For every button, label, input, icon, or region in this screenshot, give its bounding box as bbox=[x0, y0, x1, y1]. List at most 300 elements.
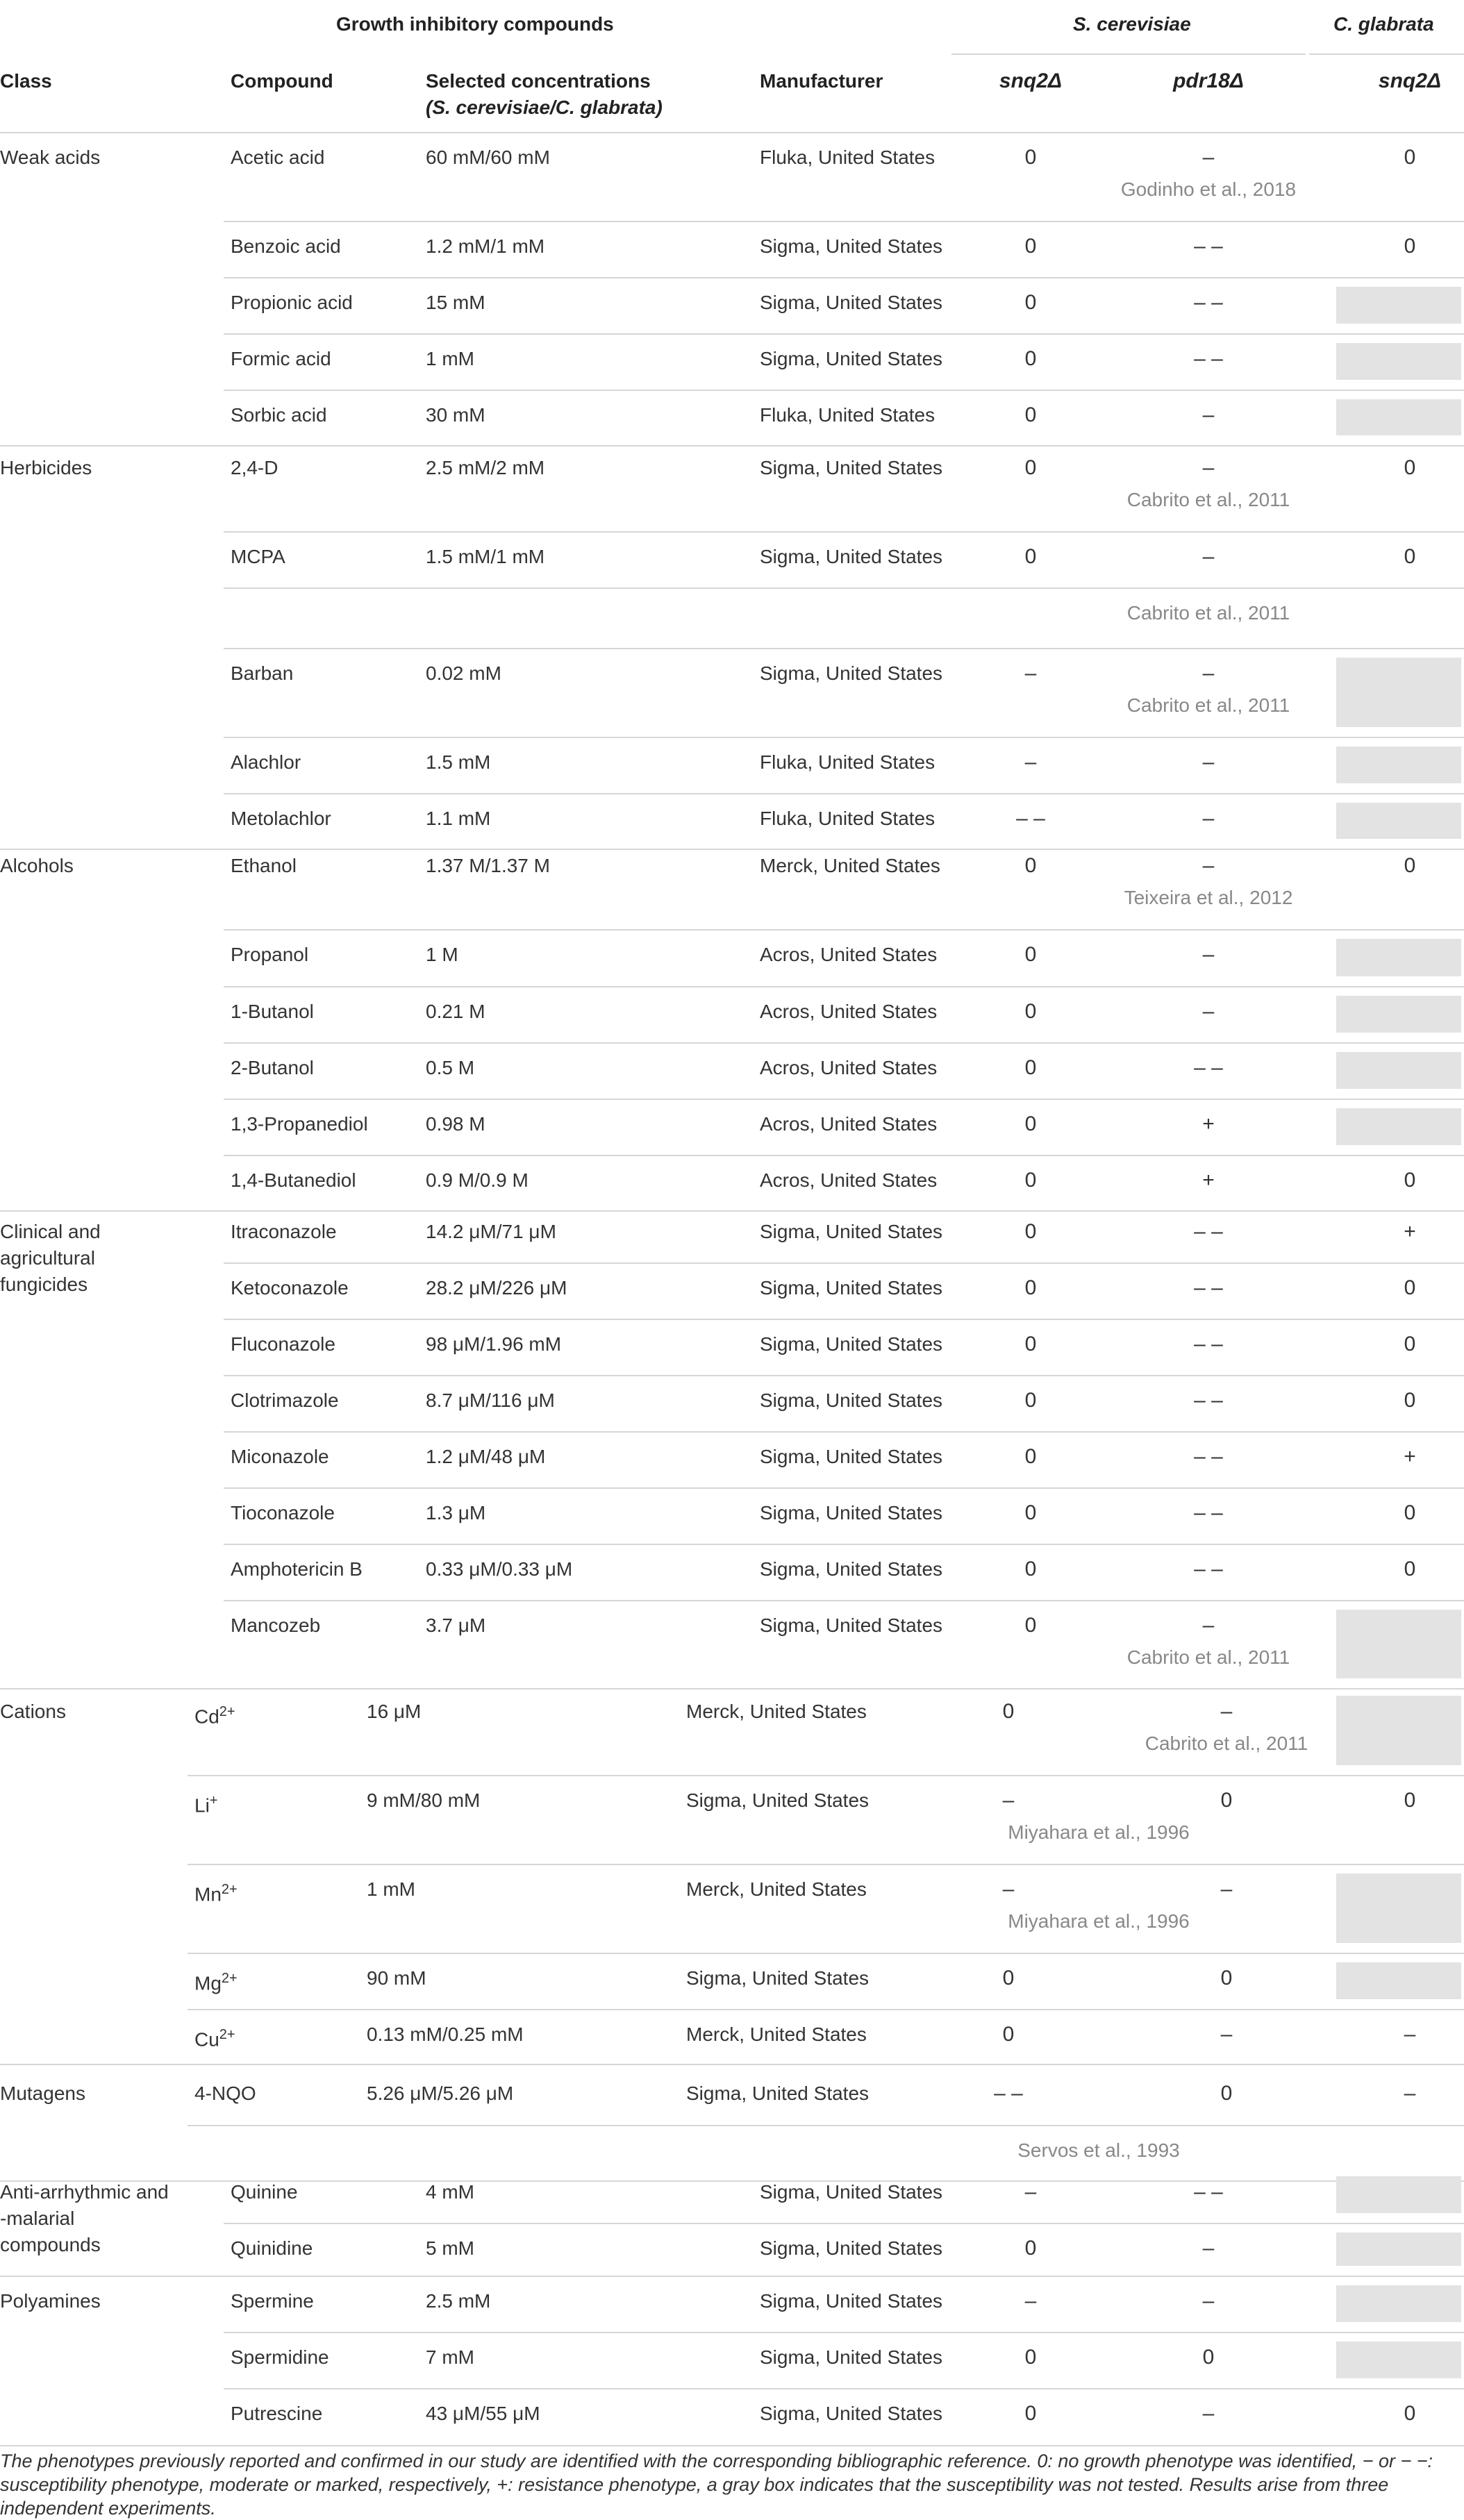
compound-name bbox=[231, 2346, 329, 2369]
concentration: 0.9 M/0.9 M bbox=[426, 1169, 529, 1191]
compound-name bbox=[231, 1000, 314, 1024]
compound-text: Mg bbox=[194, 1972, 222, 1994]
compound-name bbox=[231, 291, 353, 315]
sc-snq2-phenotype: – bbox=[1002, 1878, 1015, 1901]
sc-pdr18-phenotype: – bbox=[1202, 854, 1215, 877]
row-divider bbox=[224, 986, 1464, 987]
concentration: 0.98 M bbox=[426, 1113, 485, 1135]
sc-pdr18-phenotype: – bbox=[1202, 807, 1215, 830]
compound-text: Cu bbox=[194, 2028, 219, 2051]
sc-pdr18-phenotype: – – bbox=[1194, 1558, 1223, 1580]
ion-charge: 2+ bbox=[219, 1704, 235, 1719]
row-divider bbox=[188, 2009, 1464, 2010]
concentration: 1.2 μM/48 μM bbox=[426, 1446, 546, 1467]
compound-name bbox=[231, 235, 341, 258]
sc-pdr18-phenotype: 0 bbox=[1220, 1789, 1233, 1812]
group-divider bbox=[0, 2445, 1464, 2446]
row-divider bbox=[224, 1042, 1464, 1044]
compound-text: Propanol bbox=[231, 944, 309, 965]
concentration: 28.2 μM/226 μM bbox=[426, 1277, 567, 1299]
sc-pdr18-phenotype: – bbox=[1220, 2023, 1233, 2046]
compound-text: Quinidine bbox=[231, 2237, 313, 2259]
manufacturer: Sigma, United States bbox=[760, 1277, 943, 1299]
sc-snq2-phenotype: 0 bbox=[1002, 1967, 1015, 1989]
header-cg-snq2: snq2Δ bbox=[1378, 69, 1442, 92]
concentration: 1 M bbox=[426, 944, 458, 965]
manufacturer: Sigma, United States bbox=[760, 1446, 943, 1467]
manufacturer: Sigma, United States bbox=[760, 546, 943, 567]
sc-snq2-phenotype: 0 bbox=[1024, 347, 1037, 370]
cg-snq2-phenotype: 0 bbox=[1404, 545, 1416, 568]
row-divider bbox=[224, 793, 1464, 794]
sc-snq2-phenotype: 0 bbox=[1024, 1169, 1037, 1192]
compound-text: Putrescine bbox=[231, 2403, 323, 2424]
compound-text: Li bbox=[194, 1794, 210, 1817]
row-divider bbox=[224, 929, 1464, 931]
row-divider bbox=[224, 1431, 1464, 1433]
concentration: 4 mM bbox=[426, 2181, 474, 2203]
row-divider bbox=[224, 277, 1464, 278]
sc-snq2-phenotype: 0 bbox=[1024, 1056, 1037, 1079]
manufacturer: Merck, United States bbox=[686, 1878, 867, 1900]
sc-snq2-phenotype: 0 bbox=[1002, 2023, 1015, 2046]
class-label: Mutagens bbox=[0, 2083, 85, 2104]
sc-snq2-phenotype: 0 bbox=[1024, 2402, 1037, 2425]
manufacturer: Merck, United States bbox=[686, 2023, 867, 2045]
class-label: Cations bbox=[0, 1701, 66, 1722]
concentration: 1 mM bbox=[367, 1878, 415, 1900]
compound-text: Tioconazole bbox=[231, 1502, 335, 1524]
compound-name bbox=[231, 751, 301, 774]
header-s-cerevisiae: S. cerevisiae bbox=[1073, 13, 1191, 35]
compound-name bbox=[194, 1789, 217, 1817]
sc-snq2-phenotype: 0 bbox=[1024, 1445, 1037, 1468]
cg-snq2-phenotype: 0 bbox=[1404, 854, 1416, 877]
row-divider bbox=[224, 1375, 1464, 1376]
group-divider bbox=[0, 2276, 1464, 2277]
manufacturer: Sigma, United States bbox=[760, 2346, 943, 2368]
sc-pdr18-phenotype: – bbox=[1202, 943, 1215, 966]
reference-citation: Miyahara et al., 1996 bbox=[1008, 1821, 1190, 1843]
compound-text: Itraconazole bbox=[231, 1221, 337, 1242]
row-divider bbox=[224, 333, 1464, 335]
manufacturer: Merck, United States bbox=[760, 855, 940, 876]
sc-snq2-phenotype: 0 bbox=[1024, 1220, 1037, 1243]
compound-name bbox=[194, 1878, 238, 1906]
cg-snq2-phenotype: 0 bbox=[1404, 1789, 1416, 1812]
compound-name bbox=[231, 662, 293, 685]
concentration: 1 mM bbox=[426, 348, 474, 369]
group-divider bbox=[0, 1210, 1464, 1212]
compound-name bbox=[231, 1558, 363, 1581]
sc-snq2-phenotype: – bbox=[1002, 1789, 1015, 1812]
manufacturer: Sigma, United States bbox=[760, 1333, 943, 1355]
group-divider bbox=[0, 1688, 1464, 1689]
sc-snq2-phenotype: – bbox=[1024, 2289, 1037, 2312]
header-divider bbox=[0, 132, 1464, 133]
sc-pdr18-phenotype: 0 bbox=[1220, 2082, 1233, 2105]
compound-name bbox=[231, 146, 324, 169]
reference-citation: Cabrito et al., 2011 bbox=[1126, 489, 1290, 510]
manufacturer: Sigma, United States bbox=[760, 348, 943, 369]
manufacturer: Sigma, United States bbox=[760, 2403, 943, 2424]
manufacturer: Sigma, United States bbox=[760, 662, 943, 684]
compound-text: Mn bbox=[194, 1883, 222, 1905]
header-sc-pdr18: pdr18Δ bbox=[1173, 69, 1244, 92]
concentration: 30 mM bbox=[426, 404, 485, 426]
reference-citation: Teixeira et al., 2012 bbox=[1124, 887, 1293, 908]
manufacturer: Acros, United States bbox=[760, 1057, 938, 1078]
ion-charge: 2+ bbox=[219, 2027, 235, 2042]
manufacturer: Sigma, United States bbox=[760, 2237, 943, 2259]
concentration: 0.33 μM/0.33 μM bbox=[426, 1558, 573, 1580]
compound-name bbox=[231, 1614, 320, 1637]
sc-snq2-phenotype: 0 bbox=[1024, 291, 1037, 314]
not-tested-box bbox=[1336, 2233, 1461, 2266]
class-label: Polyamines bbox=[0, 2290, 101, 2312]
not-tested-box bbox=[1336, 1962, 1461, 1999]
cg-snq2-phenotype: – bbox=[1404, 2023, 1416, 2046]
header-c-glabrata: C. glabrata bbox=[1333, 13, 1434, 35]
manufacturer: Sigma, United States bbox=[686, 2083, 870, 2104]
cg-snq2-phenotype: 0 bbox=[1404, 1558, 1416, 1580]
class-label: -malarial bbox=[0, 2208, 75, 2229]
class-label: compounds bbox=[0, 2234, 101, 2255]
sc-pdr18-phenotype: + bbox=[1202, 1169, 1215, 1192]
reference-citation: Miyahara et al., 1996 bbox=[1008, 1910, 1190, 1932]
sc-pdr18-phenotype: – bbox=[1202, 751, 1215, 774]
header-growth-inhibitory: Growth inhibitory compounds bbox=[336, 13, 614, 35]
compound-name bbox=[231, 1169, 356, 1192]
concentration: 3.7 μM bbox=[426, 1614, 486, 1636]
group-divider bbox=[0, 445, 1464, 447]
compound-text: 1,4-Butanediol bbox=[231, 1169, 356, 1191]
row-divider bbox=[188, 1864, 1464, 1865]
compound-text: Mancozeb bbox=[231, 1614, 321, 1636]
cg-snq2-phenotype: 0 bbox=[1404, 1389, 1416, 1412]
manufacturer: Sigma, United States bbox=[760, 1221, 943, 1242]
group-divider bbox=[0, 849, 1464, 850]
not-tested-box bbox=[1336, 803, 1461, 839]
not-tested-box bbox=[1336, 287, 1461, 324]
sc-snq2-phenotype: 0 bbox=[1024, 456, 1037, 479]
header-concentration-sub: (S. cerevisiae/C. glabrata) bbox=[426, 97, 663, 118]
not-tested-box bbox=[1336, 1874, 1461, 1943]
header-cg-underline bbox=[1309, 53, 1464, 55]
ion-charge: 2+ bbox=[221, 1882, 238, 1897]
sc-snq2-phenotype: 0 bbox=[1024, 1501, 1037, 1524]
compound-name bbox=[231, 545, 285, 569]
cg-snq2-phenotype: + bbox=[1404, 1220, 1416, 1243]
sc-snq2-phenotype: 0 bbox=[1024, 146, 1037, 169]
sc-snq2-phenotype: 0 bbox=[1024, 854, 1037, 877]
compound-name bbox=[231, 347, 331, 371]
reference-citation: Servos et al., 1993 bbox=[1017, 2139, 1180, 2161]
sc-snq2-phenotype: 0 bbox=[1024, 1276, 1037, 1299]
header-manufacturer: Manufacturer bbox=[760, 70, 883, 92]
cg-snq2-phenotype: – bbox=[1404, 2082, 1416, 2105]
compound-name bbox=[231, 2237, 313, 2260]
compound-name bbox=[231, 1501, 335, 1525]
sc-snq2-phenotype: 0 bbox=[1024, 2237, 1037, 2260]
cg-snq2-phenotype: 0 bbox=[1404, 1276, 1416, 1299]
manufacturer: Sigma, United States bbox=[760, 2181, 943, 2203]
sc-pdr18-phenotype: – – bbox=[1194, 235, 1223, 258]
sc-pdr18-phenotype: – – bbox=[1194, 1389, 1223, 1412]
sc-pdr18-phenotype: – – bbox=[1194, 1056, 1223, 1079]
sc-pdr18-phenotype: – bbox=[1202, 403, 1215, 426]
sc-snq2-phenotype: – – bbox=[994, 2082, 1023, 2105]
footnote: The phenotypes previously reported and confirmed in our study are identified with the corresponding bibliographic reference. 0: no growth phenotype was identified, − or − −: susceptibility phenotype, moderate or marked, respectively, +: resistance phenotype, a gray box indicates that the susceptibility was not tested. Results arise from three independent experiments. bbox=[0, 2451, 1433, 2519]
compound-name bbox=[194, 1967, 238, 1995]
sc-pdr18-phenotype: – bbox=[1202, 2289, 1215, 2312]
compound-text: Metolachlor bbox=[231, 808, 331, 829]
manufacturer: Sigma, United States bbox=[760, 292, 943, 313]
header-sc-snq2: snq2Δ bbox=[999, 69, 1063, 92]
manufacturer: Fluka, United States bbox=[760, 751, 935, 773]
not-tested-box bbox=[1336, 343, 1461, 380]
compound-text: 4-NQO bbox=[194, 2083, 256, 2104]
concentration: 1.2 mM/1 mM bbox=[426, 235, 545, 257]
row-divider bbox=[224, 221, 1464, 222]
compound-text: Miconazole bbox=[231, 1446, 329, 1467]
sc-snq2-phenotype: 0 bbox=[1024, 1112, 1037, 1135]
not-tested-box bbox=[1336, 996, 1461, 1033]
ion-charge: 2+ bbox=[221, 1971, 238, 1986]
compound-name bbox=[231, 807, 331, 831]
compound-text: Spermidine bbox=[231, 2346, 329, 2368]
sc-pdr18-phenotype: – – bbox=[1194, 1501, 1223, 1524]
sc-snq2-phenotype: 0 bbox=[1002, 1700, 1015, 1723]
compound-text: Alachlor bbox=[231, 751, 301, 773]
cg-snq2-phenotype: + bbox=[1404, 1445, 1416, 1468]
concentration: 1.5 mM bbox=[426, 751, 491, 773]
row-divider bbox=[224, 390, 1464, 391]
compound-name bbox=[231, 854, 297, 878]
sc-pdr18-phenotype: – bbox=[1202, 1614, 1215, 1637]
row-divider bbox=[224, 531, 1464, 533]
row-divider bbox=[224, 648, 1464, 649]
manufacturer: Sigma, United States bbox=[686, 1789, 870, 1811]
sc-pdr18-phenotype: – – bbox=[1194, 1220, 1223, 1243]
sc-snq2-phenotype: – bbox=[1024, 2180, 1037, 2203]
sc-pdr18-phenotype: – – bbox=[1194, 1445, 1223, 1468]
row-divider bbox=[224, 1544, 1464, 1545]
compound-name bbox=[231, 1220, 337, 1244]
compound-name bbox=[231, 2402, 322, 2426]
concentration: 1.3 μM bbox=[426, 1502, 486, 1524]
manufacturer: Fluka, United States bbox=[760, 147, 935, 168]
concentration: 8.7 μM/116 μM bbox=[426, 1390, 555, 1411]
compound-name bbox=[231, 1112, 368, 1136]
sc-pdr18-phenotype: – – bbox=[1194, 2180, 1223, 2203]
compound-name bbox=[231, 943, 308, 967]
compound-text: Ethanol bbox=[231, 855, 297, 876]
manufacturer: Sigma, United States bbox=[760, 2290, 943, 2312]
not-tested-box bbox=[1336, 2176, 1461, 2213]
row-divider bbox=[224, 1600, 1464, 1601]
concentration: 0.21 M bbox=[426, 1001, 485, 1022]
manufacturer: Sigma, United States bbox=[760, 457, 943, 478]
row-divider bbox=[224, 1099, 1464, 1100]
row-divider bbox=[224, 1319, 1464, 1320]
sc-pdr18-phenotype: + bbox=[1202, 1112, 1215, 1135]
row-divider bbox=[224, 1262, 1464, 1264]
class-label: Anti-arrhythmic and bbox=[0, 2181, 169, 2203]
concentration: 0.5 M bbox=[426, 1057, 475, 1078]
compound-name bbox=[231, 1056, 314, 1080]
concentration: 0.13 mM/0.25 mM bbox=[367, 2023, 524, 2045]
manufacturer: Acros, United States bbox=[760, 944, 938, 965]
reference-citation: Cabrito et al., 2011 bbox=[1126, 1646, 1290, 1668]
class-label: Weak acids bbox=[0, 147, 101, 168]
manufacturer: Acros, United States bbox=[760, 1169, 938, 1191]
sc-pdr18-phenotype: – bbox=[1202, 2402, 1215, 2425]
manufacturer: Merck, United States bbox=[686, 1701, 867, 1722]
row-divider bbox=[224, 587, 1464, 589]
compound-name bbox=[231, 2289, 314, 2313]
not-tested-box bbox=[1336, 746, 1461, 783]
manufacturer: Fluka, United States bbox=[760, 404, 935, 426]
cg-snq2-phenotype: 0 bbox=[1404, 146, 1416, 169]
concentration: 7 mM bbox=[426, 2346, 474, 2368]
row-divider bbox=[188, 1953, 1464, 1954]
row-divider bbox=[224, 2332, 1464, 2333]
reference-citation: Godinho et al., 2018 bbox=[1120, 178, 1297, 200]
not-tested-box bbox=[1336, 1108, 1461, 1145]
header-compound: Compound bbox=[231, 70, 333, 92]
row-divider bbox=[224, 2223, 1464, 2224]
row-divider bbox=[224, 1487, 1464, 1489]
compound-text: Amphotericin B bbox=[231, 1558, 363, 1580]
row-divider bbox=[224, 737, 1464, 738]
manufacturer: Sigma, United States bbox=[760, 1502, 943, 1524]
sc-pdr18-phenotype: – – bbox=[1194, 347, 1223, 370]
compound-text: Quinine bbox=[231, 2181, 298, 2203]
compound-text: Fluconazole bbox=[231, 1333, 335, 1355]
sc-snq2-phenotype: 0 bbox=[1024, 1333, 1037, 1355]
sc-snq2-phenotype: – bbox=[1024, 662, 1037, 685]
concentration: 43 μM/55 μM bbox=[426, 2403, 540, 2424]
reference-citation: Cabrito et al., 2011 bbox=[1126, 694, 1290, 716]
sc-pdr18-phenotype: – bbox=[1202, 2237, 1215, 2260]
row-divider bbox=[188, 1775, 1464, 1776]
sc-snq2-phenotype: 0 bbox=[1024, 943, 1037, 966]
sc-snq2-phenotype: 0 bbox=[1024, 2346, 1037, 2369]
sc-pdr18-phenotype: – bbox=[1202, 662, 1215, 685]
not-tested-box bbox=[1336, 399, 1461, 435]
compound-text: Ketoconazole bbox=[231, 1277, 349, 1299]
compound-text: 1,3-Propanediol bbox=[231, 1113, 368, 1135]
sc-snq2-phenotype: 0 bbox=[1024, 403, 1037, 426]
compound-name bbox=[231, 2180, 298, 2204]
manufacturer: Sigma, United States bbox=[760, 1614, 943, 1636]
sc-pdr18-phenotype: 0 bbox=[1220, 1967, 1233, 1989]
class-label: fungicides bbox=[0, 1274, 88, 1295]
compound-name bbox=[194, 1700, 235, 1728]
cg-snq2-phenotype: 0 bbox=[1404, 1501, 1416, 1524]
compound-text: Sorbic acid bbox=[231, 404, 327, 426]
cg-snq2-phenotype: 0 bbox=[1404, 1333, 1416, 1355]
compound-name bbox=[231, 1276, 349, 1300]
cg-snq2-phenotype: 0 bbox=[1404, 2402, 1416, 2425]
concentration: 5.26 μM/5.26 μM bbox=[367, 2083, 514, 2104]
sc-pdr18-phenotype: – – bbox=[1194, 1276, 1223, 1299]
compound-name bbox=[231, 1389, 339, 1412]
sc-pdr18-phenotype: – bbox=[1220, 1878, 1233, 1901]
concentration: 0.02 mM bbox=[426, 662, 501, 684]
class-label: agricultural bbox=[0, 1247, 95, 1269]
sc-pdr18-phenotype: – bbox=[1202, 146, 1215, 169]
not-tested-box bbox=[1336, 2285, 1461, 2322]
concentration: 15 mM bbox=[426, 292, 485, 313]
concentration: 9 mM/80 mM bbox=[367, 1789, 481, 1811]
compound-name bbox=[231, 1445, 329, 1469]
concentration: 2.5 mM bbox=[426, 2290, 491, 2312]
compound-text: Propionic acid bbox=[231, 292, 353, 313]
concentration: 1.5 mM/1 mM bbox=[426, 546, 545, 567]
class-label: Alcohols bbox=[0, 855, 74, 876]
sc-snq2-phenotype: 0 bbox=[1024, 235, 1037, 258]
sc-pdr18-phenotype: – bbox=[1202, 545, 1215, 568]
manufacturer: Sigma, United States bbox=[760, 235, 943, 257]
sc-snq2-phenotype: 0 bbox=[1024, 1389, 1037, 1412]
compound-text: Formic acid bbox=[231, 348, 331, 369]
not-tested-box bbox=[1336, 939, 1461, 976]
not-tested-box bbox=[1336, 1052, 1461, 1089]
compound-text: Barban bbox=[231, 662, 294, 684]
group-divider bbox=[0, 2064, 1464, 2065]
sc-snq2-phenotype: – – bbox=[1016, 807, 1045, 830]
concentration: 60 mM/60 mM bbox=[426, 147, 550, 168]
manufacturer: Sigma, United States bbox=[760, 1390, 943, 1411]
concentration: 1.1 mM bbox=[426, 808, 491, 829]
cg-snq2-phenotype: 0 bbox=[1404, 1169, 1416, 1192]
compound-text: Benzoic acid bbox=[231, 235, 341, 257]
sc-pdr18-phenotype: – bbox=[1202, 456, 1215, 479]
ion-charge: + bbox=[209, 1793, 218, 1808]
compound-text: Clotrimazole bbox=[231, 1390, 339, 1411]
manufacturer: Sigma, United States bbox=[760, 1558, 943, 1580]
compound-text: 2-Butanol bbox=[231, 1057, 314, 1078]
sc-snq2-phenotype: – bbox=[1024, 751, 1037, 774]
compound-name bbox=[231, 1333, 335, 1356]
sc-pdr18-phenotype: – bbox=[1220, 1700, 1233, 1723]
sc-snq2-phenotype: 0 bbox=[1024, 1614, 1037, 1637]
sc-pdr18-phenotype: – – bbox=[1194, 291, 1223, 314]
row-divider bbox=[188, 2125, 1464, 2126]
concentration: 1.37 M/1.37 M bbox=[426, 855, 550, 876]
compound-name bbox=[231, 403, 327, 427]
concentration: 5 mM bbox=[426, 2237, 474, 2259]
reference-citation: Cabrito et al., 2011 bbox=[1145, 1733, 1308, 1754]
compound-text: MCPA bbox=[231, 546, 285, 567]
concentration: 16 μM bbox=[367, 1701, 422, 1722]
manufacturer: Fluka, United States bbox=[760, 808, 935, 829]
compound-name bbox=[194, 2082, 256, 2105]
sc-snq2-phenotype: 0 bbox=[1024, 1000, 1037, 1023]
concentration: 90 mM bbox=[367, 1967, 426, 1989]
compound-text: 1-Butanol bbox=[231, 1001, 314, 1022]
sc-snq2-phenotype: 0 bbox=[1024, 545, 1037, 568]
row-divider bbox=[224, 2388, 1464, 2389]
row-divider bbox=[224, 1155, 1464, 1156]
sc-pdr18-phenotype: 0 bbox=[1202, 2346, 1215, 2369]
cg-snq2-phenotype: 0 bbox=[1404, 456, 1416, 479]
manufacturer: Acros, United States bbox=[760, 1113, 938, 1135]
sc-pdr18-phenotype: – – bbox=[1194, 1333, 1223, 1355]
sc-pdr18-phenotype: – bbox=[1202, 1000, 1215, 1023]
